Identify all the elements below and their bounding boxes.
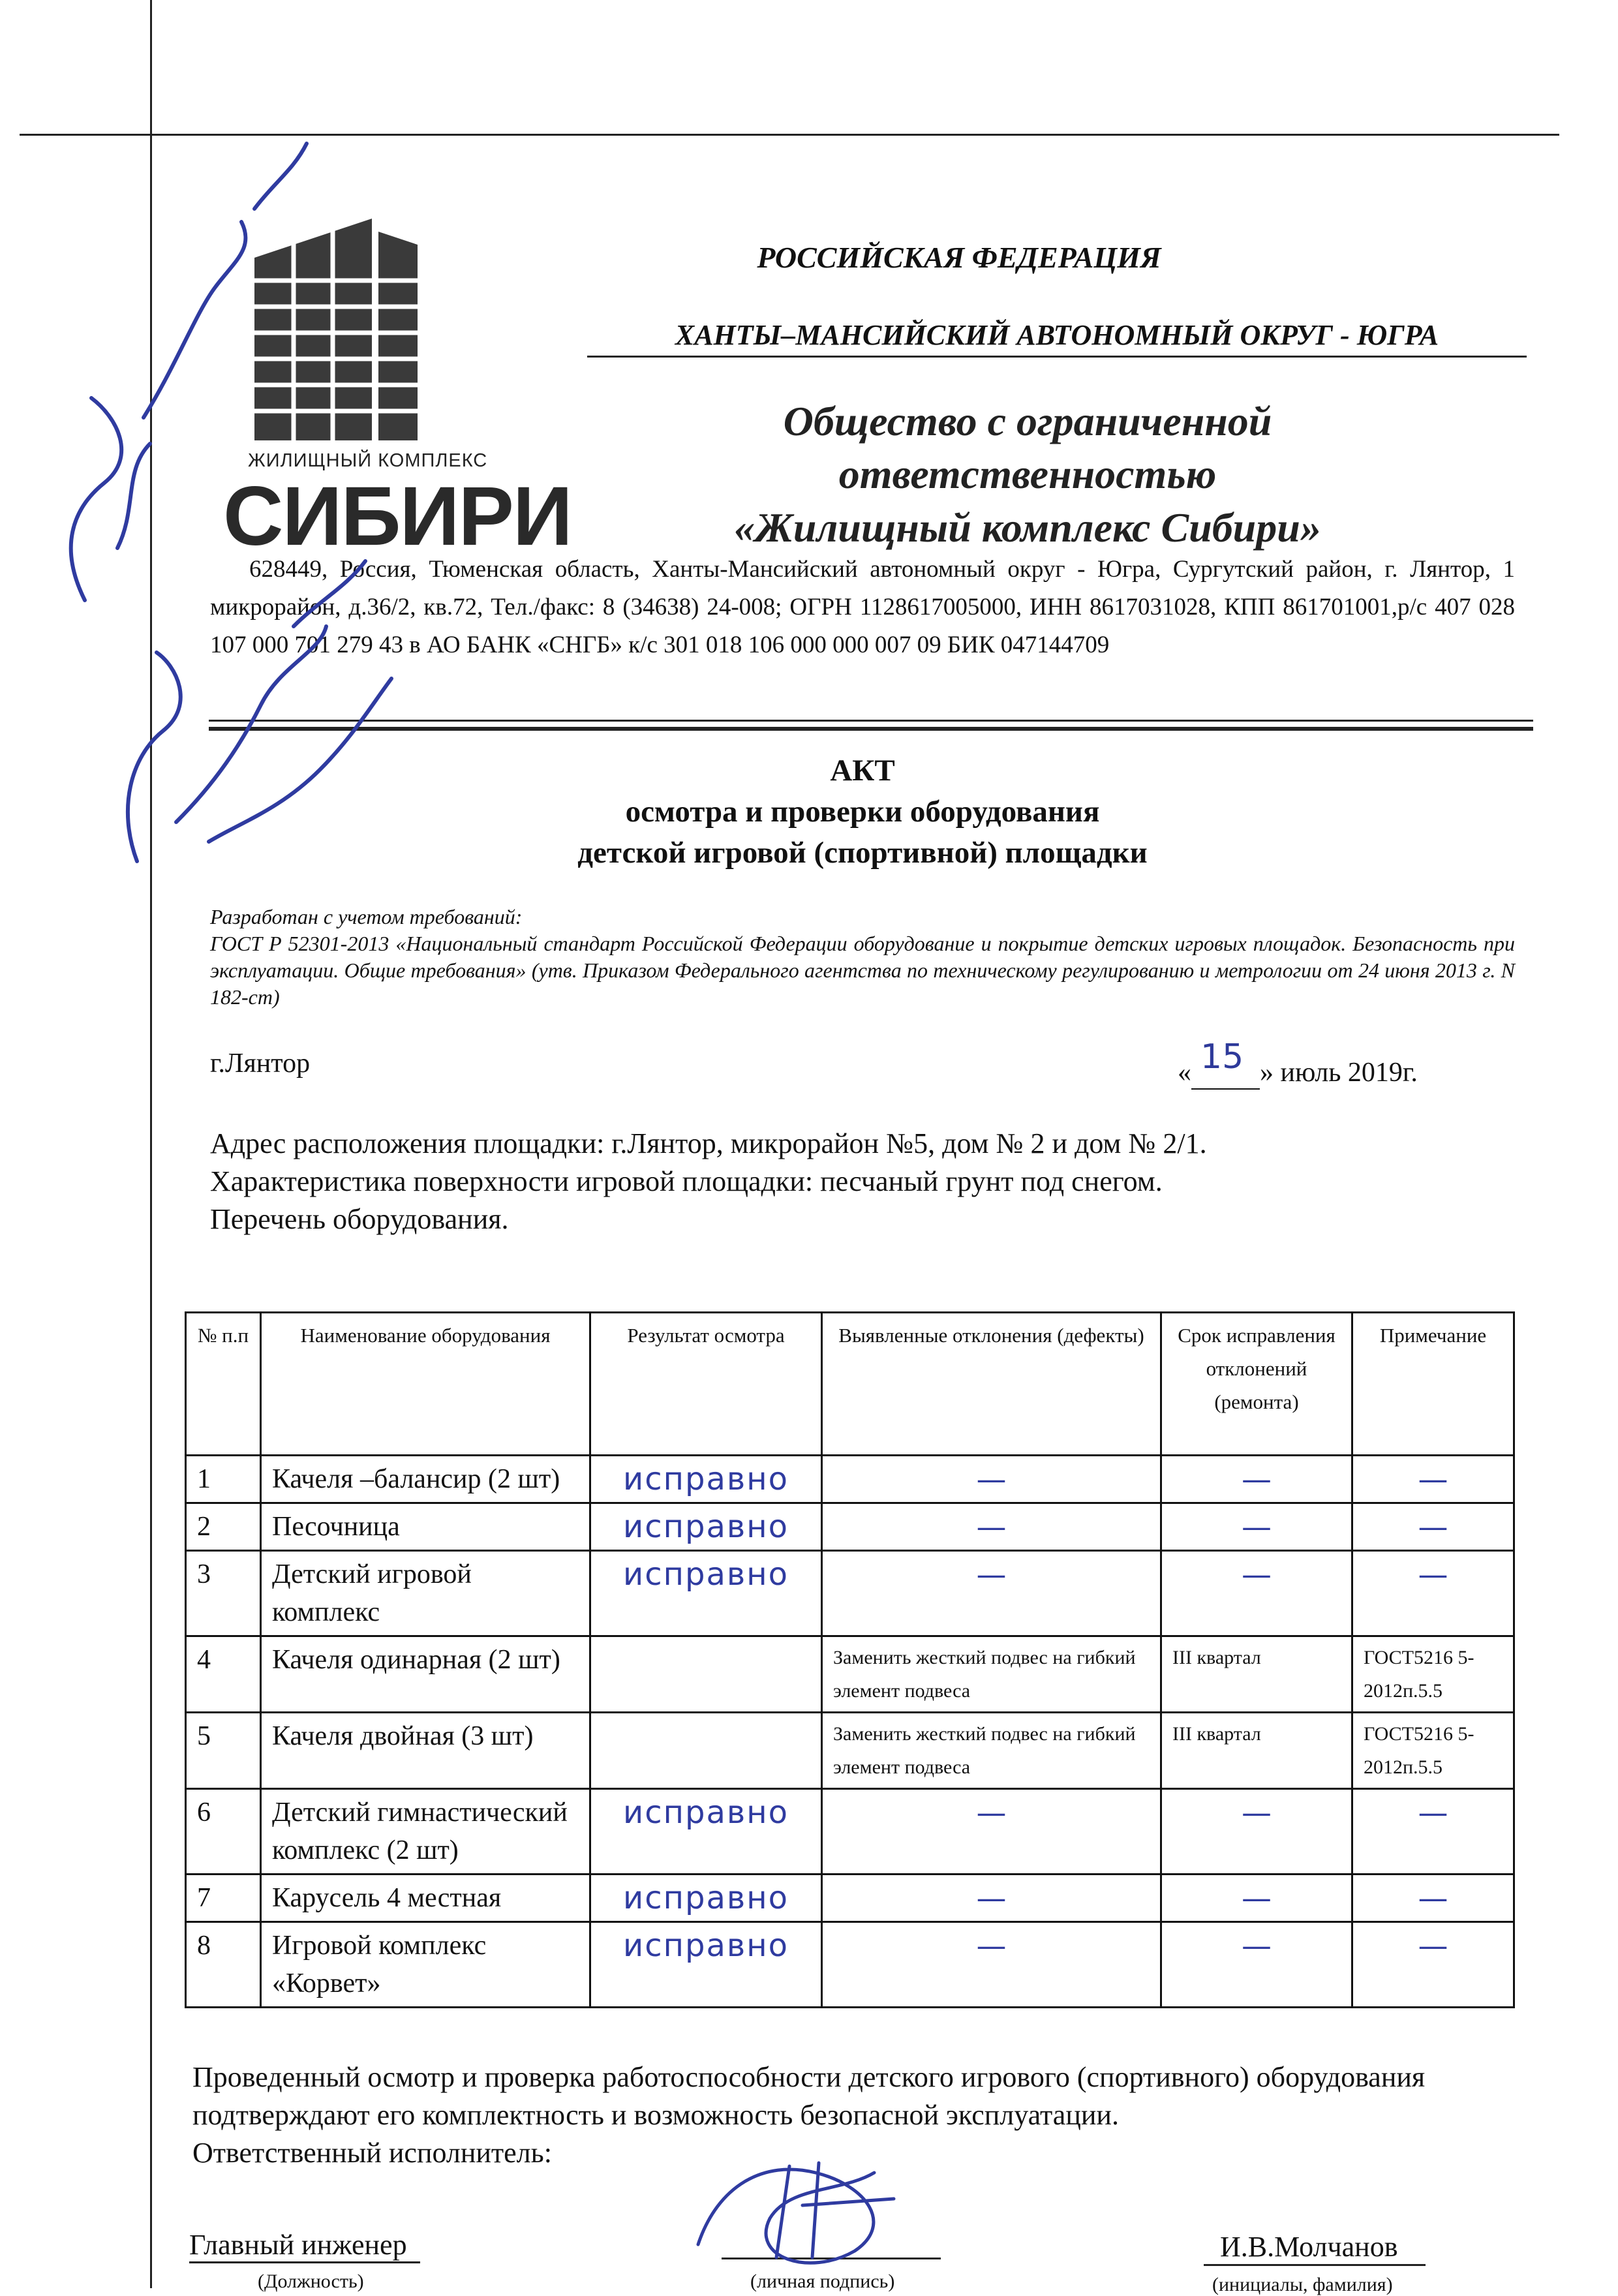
cell-note: — [1352,1875,1514,1922]
cell-term: III квартал [1161,1636,1352,1713]
col-header-term: Срок исправления отклонений (ремонта) [1161,1313,1352,1456]
cell-number: 7 [186,1875,261,1922]
signer-name: И.В.Молчанов [1220,2231,1398,2263]
act-subtitle-2: детской игровой (спортивной) площадки [577,836,1148,870]
act-date [1178,1037,1418,1090]
cell-term: — [1161,1789,1352,1875]
cell-result [590,1636,822,1713]
site-info [210,1125,1515,1238]
act-subtitle-1: осмотра и проверки оборудования [625,795,1100,829]
table-row [186,1551,1514,1636]
region-heading: ХАНТЫ–МАНСИЙСКИЙ АВТОНОМНЫЙ ОКРУГ - ЮГРА [675,319,1439,351]
table-row [186,1713,1514,1789]
logo-wordmark: СИБИРИ [223,470,572,563]
cell-defects: — [822,1456,1161,1503]
cell-note: ГОСТ5216 5-2012п.5.5 [1352,1636,1514,1713]
cell-equipment-name: Качеля двойная (3 шт) [261,1713,590,1789]
cell-result: исправно [590,1456,822,1503]
company-requisites: 628449, Россия, Тюменская область, Ханты-Мансийский автономный округ - Югра, Сургутский район, г. Лянтор, 1 микрорайон, д.36/2, кв.72, Тел./факс: 8 (34638) 24-008; ОГРН 1128617005000, ИНН 8617031028, КПП 861701001,р/с 407 028 107 000 701 279 43 в АО БАНК «СНГБ» к/с 301 018 106 000 000 007 09 БИК 047144709 [210,556,1515,658]
handwritten-signature [679,2147,953,2277]
col-header-result: Результат осмотра [590,1313,822,1456]
col-header-defects: Выявленные отклонения (дефекты) [822,1313,1161,1456]
cell-note: ГОСТ5216 5-2012п.5.5 [1352,1713,1514,1789]
cell-term: — [1161,1503,1352,1551]
organization-name [646,395,1409,554]
cell-equipment-name: Карусель 4 местная [261,1875,590,1922]
cell-equipment-name: Детский игровой комплекс [261,1551,590,1636]
equipment-list-title: Перечень оборудования. [210,1203,509,1235]
cell-term: III квартал [1161,1713,1352,1789]
cell-term: — [1161,1551,1352,1636]
cell-term: — [1161,1456,1352,1503]
country-heading: РОССИЙСКАЯ ФЕДЕРАЦИЯ [757,241,1161,274]
equipment-table [185,1311,1515,2008]
table-header-row [186,1313,1514,1456]
cell-number: 4 [186,1636,261,1713]
date-day-blank [1191,1037,1260,1090]
act-place: г.Лянтор [210,1049,311,1079]
table-row [186,1636,1514,1713]
region-underline [587,356,1527,358]
cell-result [590,1713,822,1789]
cell-result: исправно [590,1922,822,2008]
cell-defects: — [822,1789,1161,1875]
cell-result: исправно [590,1503,822,1551]
cell-equipment-name: Качеля одинарная (2 шт) [261,1636,590,1713]
handwritten-margin-note [46,91,411,926]
cell-defects: Заменить жесткий подвес на гибкий элемент подвеса [822,1636,1161,1713]
cell-number: 6 [186,1789,261,1875]
site-address: Адрес расположения площадки: г.Лянтор, микрорайон №5, дом № 2 и дом № 2/1. [210,1127,1207,1159]
basis-lead: Разработан с учетом требований: [210,905,523,928]
cell-equipment-name: Песочница [261,1503,590,1551]
org-line-1: Общество с ограниченной [783,398,1272,444]
cell-result: исправно [590,1875,822,1922]
equipment-table-body [186,1456,1514,2008]
cell-defects: — [822,1875,1161,1922]
cell-note: — [1352,1456,1514,1503]
cell-note: — [1352,1551,1514,1636]
table-row [186,1875,1514,1922]
cell-equipment-name: Игровой комплекс «Корвет» [261,1922,590,2008]
cell-defects: Заменить жесткий подвес на гибкий элемент подвеса [822,1713,1161,1789]
table-row [186,1503,1514,1551]
cell-number: 5 [186,1713,261,1789]
cell-defects: — [822,1503,1161,1551]
org-line-2: ответственностью [838,451,1217,498]
logo-caption: ЖИЛИЩНЫЙ КОМПЛЕКС [248,450,488,471]
col-header-note: Примечание [1352,1313,1514,1456]
conclusion-text: Проведенный осмотр и проверка работоспособности детского игрового (спортивного) оборудования подтверждают его комплектность и возможность безопасной эксплуатации. [192,2061,1426,2131]
cell-equipment-name: Детский гимнастический комплекс (2 шт) [261,1789,590,1875]
cell-term: — [1161,1922,1352,2008]
org-line-3: «Жилищный комплекс Сибири» [734,504,1321,551]
date-open-quote: « [1178,1058,1191,1088]
cell-term: — [1161,1875,1352,1922]
table-row [186,1456,1514,1503]
date-day-handwritten: 15 [1200,1037,1244,1077]
cell-result: исправно [590,1551,822,1636]
signature-caption: (личная подпись) [750,2271,895,2292]
cell-number: 3 [186,1551,261,1636]
signer-post-caption: (Должность) [258,2271,364,2292]
cell-equipment-name: Качеля –балансир (2 шт) [261,1456,590,1503]
date-rest: » июль 2019г. [1260,1058,1418,1088]
basis-text: ГОСТ Р 52301-2013 «Национальный стандарт Российской Федерации оборудование и покрытие детских игровых площадок. Безопасность при эксплуатации. Общие требования» (утв. Приказом Федерального агентства по техническому регулированию и метрологии от 24 июня 2013 г. N 182-ст) [210,932,1515,1009]
responsible-label: Ответственный исполнитель: [192,2137,552,2169]
cell-result: исправно [590,1789,822,1875]
cell-note: — [1352,1503,1514,1551]
col-header-name: Наименование оборудования [261,1313,590,1456]
surface-description: Характеристика поверхности игровой площадки: песчаный грунт под снегом. [210,1165,1163,1197]
signer-name-caption: (инициалы, фамилия) [1212,2274,1393,2295]
signer-name-line [1204,2264,1426,2266]
cell-number: 8 [186,1922,261,2008]
table-row [186,1789,1514,1875]
cell-note: — [1352,1922,1514,2008]
table-row [186,1922,1514,2008]
cell-defects: — [822,1922,1161,2008]
signer-post: Главный инженер [189,2228,420,2263]
cell-number: 1 [186,1456,261,1503]
act-title: АКТ [830,754,895,788]
cell-note: — [1352,1789,1514,1875]
cell-defects: — [822,1551,1161,1636]
col-header-number: № п.п [186,1313,261,1456]
cell-number: 2 [186,1503,261,1551]
